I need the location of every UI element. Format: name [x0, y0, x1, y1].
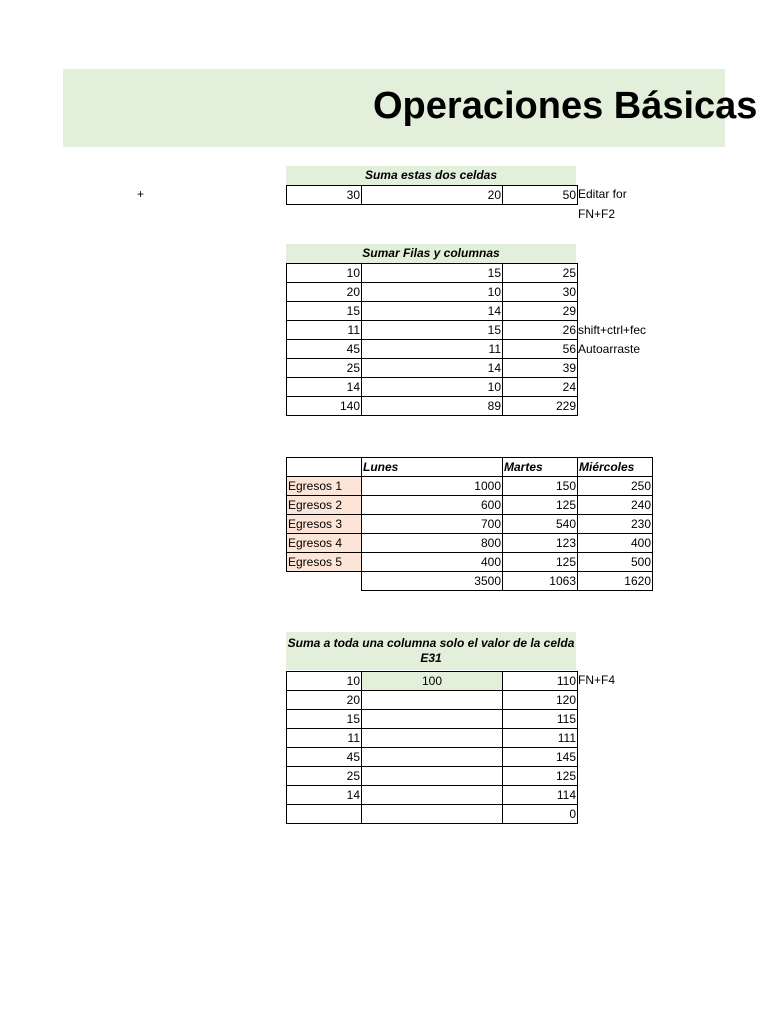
- cell[interactable]: 11: [287, 729, 362, 748]
- table-row-total: [287, 397, 578, 416]
- cell[interactable]: 30: [287, 186, 362, 205]
- cell[interactable]: 145: [503, 748, 578, 767]
- cell[interactable]: 150: [503, 477, 578, 496]
- sum-cells-table: [286, 185, 578, 205]
- cell[interactable]: 25: [503, 264, 578, 283]
- expenses-table: [286, 457, 653, 591]
- cell[interactable]: 1000: [362, 477, 503, 496]
- cell[interactable]: 25: [287, 359, 362, 378]
- sheet-title: Operaciones Básicas: [373, 85, 758, 127]
- cell[interactable]: 400: [362, 553, 503, 572]
- cell[interactable]: 14: [287, 378, 362, 397]
- cell[interactable]: 20: [362, 186, 503, 205]
- cell[interactable]: 15: [287, 710, 362, 729]
- table-row: [287, 302, 578, 321]
- table-row: [287, 672, 578, 691]
- cell[interactable]: 114: [503, 786, 578, 805]
- row-label[interactable]: Egresos 5: [287, 553, 362, 572]
- cell[interactable]: 30: [503, 283, 578, 302]
- table-row: [287, 378, 578, 397]
- cell[interactable]: 14: [362, 302, 503, 321]
- row-label[interactable]: Egresos 1: [287, 477, 362, 496]
- table-row-total: [287, 572, 653, 591]
- sum-rows-cols-table: [286, 263, 578, 416]
- cell[interactable]: [362, 710, 503, 729]
- cell[interactable]: 115: [503, 710, 578, 729]
- cell[interactable]: 111: [503, 729, 578, 748]
- table-row: [287, 691, 578, 710]
- cell[interactable]: [362, 748, 503, 767]
- table-row: [287, 729, 578, 748]
- cell[interactable]: 10: [287, 264, 362, 283]
- cell[interactable]: 45: [287, 748, 362, 767]
- row-label[interactable]: Egresos 2: [287, 496, 362, 515]
- table-row: [287, 710, 578, 729]
- table-row: [287, 786, 578, 805]
- cell[interactable]: 45: [287, 340, 362, 359]
- cell[interactable]: 240: [578, 496, 653, 515]
- sum-absolute-table: [286, 671, 578, 824]
- cell[interactable]: 11: [287, 321, 362, 340]
- cell[interactable]: 229: [503, 397, 578, 416]
- cell[interactable]: 14: [362, 359, 503, 378]
- cell[interactable]: 20: [287, 691, 362, 710]
- cell[interactable]: 140: [287, 397, 362, 416]
- cell[interactable]: 10: [362, 283, 503, 302]
- table-row: [287, 767, 578, 786]
- cell[interactable]: 29: [503, 302, 578, 321]
- cell[interactable]: 600: [362, 496, 503, 515]
- cell[interactable]: 10: [287, 672, 362, 691]
- cell[interactable]: 10: [362, 378, 503, 397]
- cell[interactable]: 400: [578, 534, 653, 553]
- table-header-row: [287, 458, 653, 477]
- cell[interactable]: 1620: [578, 572, 653, 591]
- note-edit-formula: Editar for: [578, 187, 627, 201]
- table-row: [287, 748, 578, 767]
- cell[interactable]: [362, 786, 503, 805]
- table-row: [287, 186, 578, 205]
- sum-absolute-header: Suma a toda una columna solo el valor de la celda E31: [286, 632, 576, 670]
- cell[interactable]: 56: [503, 340, 578, 359]
- cell[interactable]: 15: [287, 302, 362, 321]
- table-row: [287, 477, 653, 496]
- cell[interactable]: 50: [503, 186, 578, 205]
- cell[interactable]: 15: [362, 321, 503, 340]
- table-row: [287, 805, 578, 824]
- cell[interactable]: 26: [503, 321, 578, 340]
- cell[interactable]: 20: [287, 283, 362, 302]
- cell[interactable]: 11: [362, 340, 503, 359]
- cell[interactable]: 14: [287, 786, 362, 805]
- table-row: [287, 534, 653, 553]
- table-row: [287, 321, 578, 340]
- cell[interactable]: 89: [362, 397, 503, 416]
- row-label[interactable]: Egresos 3: [287, 515, 362, 534]
- absolute-reference-cell[interactable]: 100: [362, 672, 503, 691]
- cell[interactable]: 25: [287, 767, 362, 786]
- column-header-martes: Martes: [503, 458, 578, 477]
- plus-sign: +: [137, 187, 145, 201]
- table-row: [287, 264, 578, 283]
- cell[interactable]: [362, 805, 503, 824]
- cell[interactable]: 700: [362, 515, 503, 534]
- cell[interactable]: 500: [578, 553, 653, 572]
- note-fn-f2: FN+F2: [578, 207, 616, 221]
- note-autofill: Autoarraste: [578, 342, 641, 356]
- cell[interactable]: 3500: [362, 572, 503, 591]
- table-row: [287, 496, 653, 515]
- note-fn-f4: FN+F4: [578, 673, 616, 687]
- cell[interactable]: 230: [578, 515, 653, 534]
- cell[interactable]: 120: [503, 691, 578, 710]
- sum-cells-header: Suma estas dos celdas: [286, 166, 576, 185]
- cell[interactable]: 0: [503, 805, 578, 824]
- table-row: [287, 340, 578, 359]
- column-header-lunes: Lunes: [362, 458, 503, 477]
- cell[interactable]: 15: [362, 264, 503, 283]
- cell[interactable]: 125: [503, 496, 578, 515]
- cell[interactable]: [362, 691, 503, 710]
- row-label[interactable]: Egresos 4: [287, 534, 362, 553]
- cell[interactable]: 110: [503, 672, 578, 691]
- cell[interactable]: [362, 729, 503, 748]
- cell[interactable]: 24: [503, 378, 578, 397]
- cell[interactable]: 125: [503, 553, 578, 572]
- table-row: [287, 283, 578, 302]
- cell[interactable]: 800: [362, 534, 503, 553]
- cell[interactable]: 123: [503, 534, 578, 553]
- empty-cell: [287, 572, 362, 591]
- cell[interactable]: 1063: [503, 572, 578, 591]
- table-row: [287, 359, 578, 378]
- cell[interactable]: 540: [503, 515, 578, 534]
- table-row: [287, 515, 653, 534]
- cell[interactable]: 39: [503, 359, 578, 378]
- cell[interactable]: [362, 767, 503, 786]
- note-shortcut-date: shift+ctrl+fec: [578, 323, 647, 337]
- cell[interactable]: 250: [578, 477, 653, 496]
- sum-rows-cols-header: Sumar Filas y columnas: [286, 244, 576, 263]
- column-header-miercoles: Miércoles: [578, 458, 653, 477]
- column-header: [287, 458, 362, 477]
- cell[interactable]: [287, 805, 362, 824]
- cell[interactable]: 125: [503, 767, 578, 786]
- table-row: [287, 553, 653, 572]
